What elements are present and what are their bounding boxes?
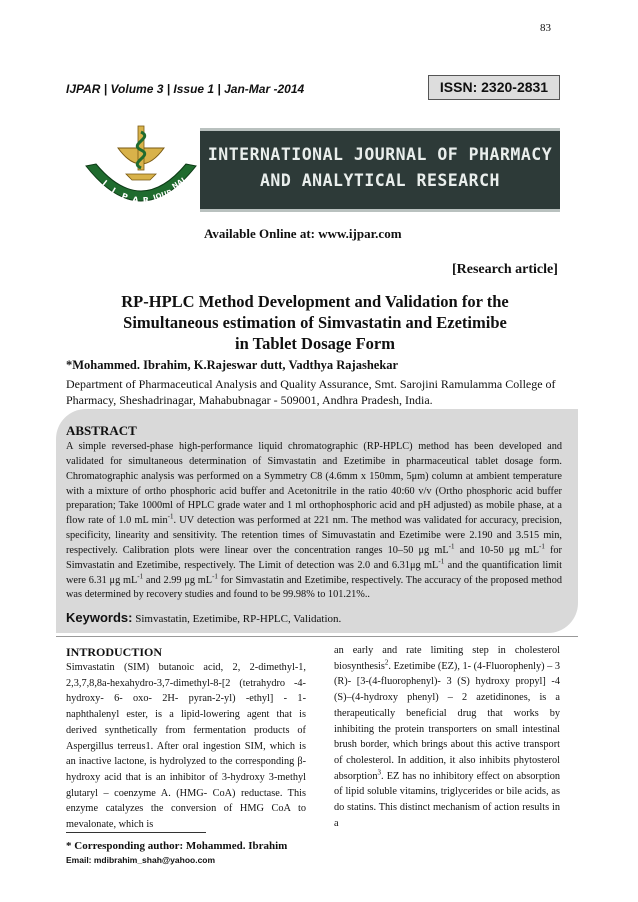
superscript: -1 xyxy=(212,572,218,581)
journal-banner xyxy=(200,128,560,212)
svg-text:R: R xyxy=(142,195,150,205)
corresponding-author: * Corresponding author: Mohammed. Ibrahim xyxy=(66,840,288,852)
footnote-divider xyxy=(66,832,206,833)
introduction-right-column xyxy=(334,643,560,831)
citation-superscript: 3 xyxy=(377,768,381,777)
abstract-part: for Simvastatin and Ezetimibe, respectively. The accuracy of the proposed method was determined by recovery studies and found to be 99.98% to 101.21%.. xyxy=(66,574,562,601)
abstract-part: A simple reversed-phase high-performance liquid chromatographic (RP-HPLC) method has been developed and validated for simultaneous determination of Simvastatin and Ezetimibe in pharmaceutical tablet dosage form. Chromatographic analysis was performed on a Symmetry C8 (4.6mm x 150mm, 5μm) column at ambient temperature with a mixture of ortho phosphoric acid buffer and Acetonitrile in the ratio 40:60 v/v (Ortho phosphoric acid buffer preparation; Take 1000ml of HPLC grade water and 1 ml orthophosphoric acid and pH adjusted) as mobile phase, at a flow rate of 1.0 mL min xyxy=(66,441,562,527)
citation-superscript: 2 xyxy=(384,658,389,667)
issn-badge: ISSN: 2320-2831 xyxy=(428,75,560,100)
available-online: Available Online at: www.ijpar.com xyxy=(204,226,402,241)
superscript: -1 xyxy=(448,542,455,551)
superscript: -1 xyxy=(137,572,144,581)
author-email[interactable]: Email: mdibrahim_shah@yahoo.com xyxy=(66,855,216,865)
abstract-part: and the quantification limit were 6.31 μg mL xyxy=(66,559,562,586)
abstract-part: . UV detection was performed at 221 nm. The method was validated for accuracy, precision, specificity, linearity and sensitivity. The retention times of Simuvastatin and Ezetimibe were 2.190 and 3.515 min, respectively. Calibration plots were linear over the concentration ranges 10–50 μg mL xyxy=(66,515,563,556)
introduction-heading: INTRODUCTION xyxy=(66,645,163,659)
svg-text:JOUR: JOUR xyxy=(152,188,174,202)
abstract-text xyxy=(66,440,562,603)
abstract-part: for Simvastatin and Ezetimibe, respectively. The Limit of detection was 2.0 and 6.31μg mL xyxy=(66,544,562,571)
svg-text:P: P xyxy=(120,191,129,202)
page-number: 83 xyxy=(540,22,551,34)
superscript: -1 xyxy=(538,542,545,551)
journal-logo-icon xyxy=(82,118,200,218)
abstract-heading: ABSTRACT xyxy=(66,423,137,438)
article-type: [Research article] xyxy=(452,262,558,277)
banner-title-line2: AND ANALYTICAL RESEARCH xyxy=(260,171,500,190)
keywords-label: Keywords: xyxy=(66,610,133,625)
intro-part: an early and rate limiting step in cholesterol biosynthesis xyxy=(334,645,560,672)
title-line3: in Tablet Dosage Form xyxy=(235,334,395,353)
superscript: -1 xyxy=(167,512,174,521)
abstract-part: and 2.99 μg mL xyxy=(143,574,213,586)
svg-text:NAL: NAL xyxy=(170,175,189,191)
introduction-left-column: Simvastatin (SIM) butanoic acid, 2, 2-dimethyl-1, 2,3,7,8,8a-hexahydro-3,7-dimethyl-8-[2 (tetrahydro -4- hydroxy- 6- oxo- 2H- pyran-2-yl) -ethyl] - 1- naphthalenyl ester, is a lipid-lowering agent that is derived synthetically from fermentation products of Aspergillus terreus1. After oral ingestion SIM, which is an inactive lactone, is hydrolyzed to the corresponding β-hydroxy acid that is an inhibitor of 3-hydroxy 3-methyl glutaryl – coenzyme A. (HMG- CoA) reductase. This enzyme catalyzes the conversion of HMG CoA to mevalonate, which is xyxy=(66,662,306,831)
keywords xyxy=(66,610,341,625)
svg-text:A: A xyxy=(131,195,140,205)
journal-reference: IJPAR | Volume 3 | Issue 1 | Jan-Mar -2014 xyxy=(66,82,305,96)
affiliation: Department of Pharmaceutical Analysis and Quality Assurance, Smt. Sarojini Ramulamma College of Pharmacy, Sheshadrinagar, Mahabubnagar - 509001, Andhra Pradesh, India. xyxy=(66,377,556,407)
paper-title xyxy=(66,291,564,354)
intro-part: . EZ has no inhibitory effect on absorption of lipid soluble vitamins, triglycerides or bile acids, as do statins. This distinct mechanism of action results in a xyxy=(334,770,560,829)
authors: *Mohammed. Ibrahim, K.Rajeswar dutt, Vadthya Rajashekar xyxy=(66,358,399,372)
intro-part: . Ezetimibe (EZ), 1- (4-Fluorophenly) – 3 (R)- [3-(4-fluorophenyl)- 3 (S) hydroxy propyl] -4 (S)–(4-hydroxy phenyl) – 2 azetidinones, is a therapeutically beneficial drug that works by inhibiting the protein transporters on small intestinal brush border, which brings about this active transport of cholesterol. In addition, it also inhibits phytosterol absorption xyxy=(334,660,560,782)
banner-title-line1: INTERNATIONAL JOURNAL OF PHARMACY xyxy=(207,145,553,164)
title-line1: RP-HPLC Method Development and Validation for the xyxy=(121,292,509,311)
abstract-part: and 10-50 μg mL xyxy=(454,544,539,556)
title-line2: Simultaneous estimation of Simvastatin and Ezetimibe xyxy=(123,313,507,332)
svg-text:I: I xyxy=(100,178,109,188)
keywords-text: Simvastatin, Ezetimibe, RP-HPLC, Validation. xyxy=(132,613,342,625)
svg-text:J: J xyxy=(110,185,118,196)
superscript: -1 xyxy=(438,557,445,566)
section-divider xyxy=(56,636,578,637)
